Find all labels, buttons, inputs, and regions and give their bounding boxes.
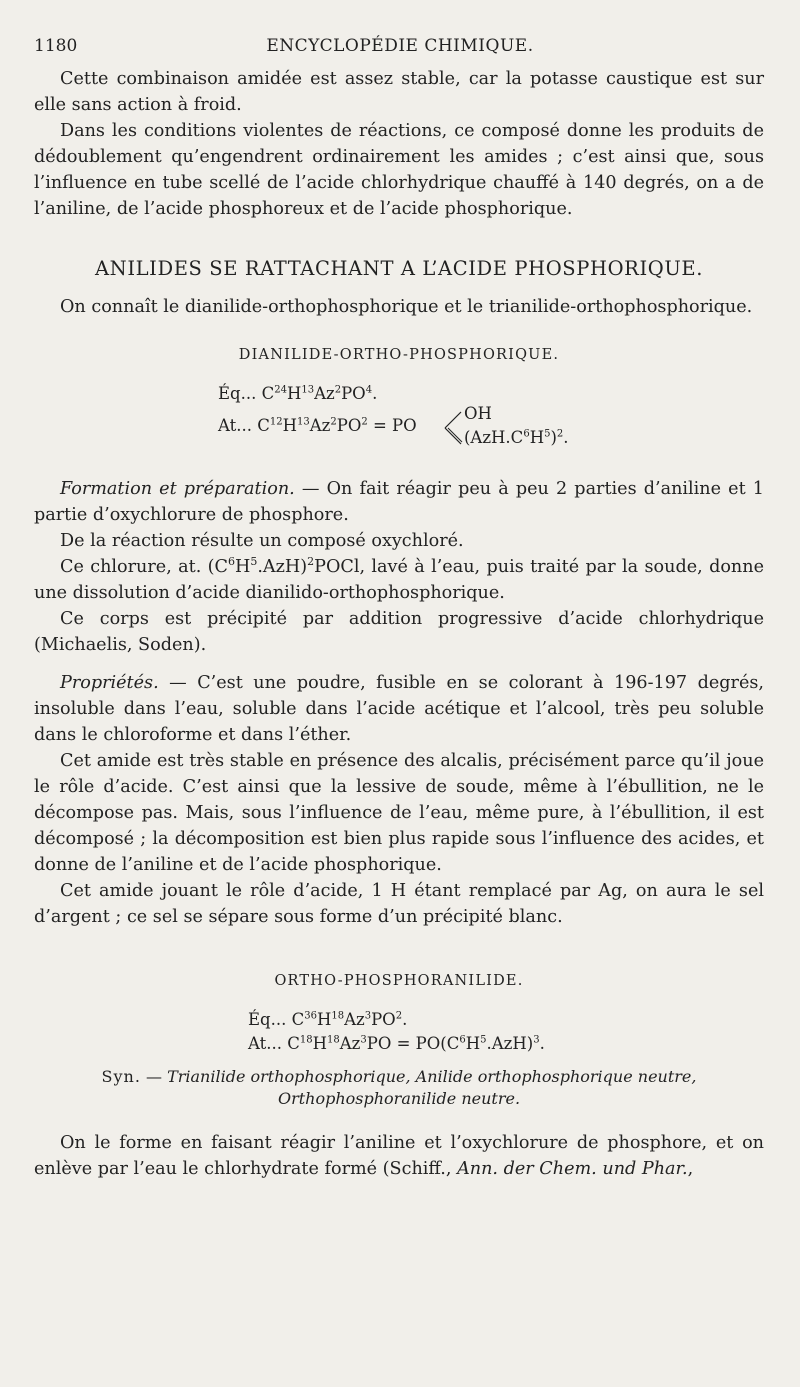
paragraph-precipite: Ce corps est précipité par addition progressive d’acide chlorhydrique (Michaelis, Soden). [34, 609, 764, 655]
dianilide-equivalent-formula: Éq... $C^{24}H^{13}Az^2PO^4$. [218, 384, 378, 403]
paragraph-violent-conditions: Dans les conditions violentes de réactions, ce composé donne les produits de dédoublement qu’engendrent ordinairement les amides ; c’est ainsi que, sous l’influence en tube scellé de l’acide chlorhydrique chauffé à 140 degrés, on a de l’aniline, de l’acide phosphoreux et de l’acide phosphorique. [34, 121, 764, 219]
reference-journal: Ann. der Chem. und Phar. [457, 1159, 688, 1179]
dianilide-atomic-formula: At... $C^{12}H^{13}Az^2PO^2$ = PO OH $(AzH.C^6H^5)^2$. [218, 406, 764, 454]
paragraph-argent: Cet amide jouant le rôle d’acide, 1 H étant remplacé par Ag, on aura le sel d’argent ; ce sel se sépare sous forme d’un précipité blanc. [34, 881, 764, 927]
running-title: ENCYCLOPÉDIE CHIMIQUE. [266, 36, 534, 56]
at-label: At... [218, 416, 258, 435]
section-title: ANILIDES SE RATTACHANT A L’ACIDE PHOSPHORIQUE. [94, 257, 704, 280]
paragraph-stability: Cette combinaison amidée est assez stable, car la potasse caustique est sur elle sans action à froid. [34, 69, 764, 115]
section-intro: On connaît le dianilide-orthophosphorique et le trianilide-orthophosphorique. [60, 297, 753, 317]
paragraph-proprietes: Propriétés. — C’est une poudre, fusible en se colorant à 196-197 degrés, insoluble dans l’eau, soluble dans l’acide acétique et l’alcool, très peu soluble dans le chloroforme et dans l’éther. [34, 673, 764, 745]
page-number: 1180 [34, 36, 78, 56]
syn-label: Syn. [101, 1067, 141, 1086]
paragraph-formation-ortho: On le forme en faisant réagir l’aniline et l’oxychlorure de phosphore, et on enlève par l’eau le chlorhydrate formé (Schiff., Ann. der Chem. und Phar., [34, 1133, 764, 1179]
ortho-atomic-formula: At... $C^{18}H^{18}Az^3PO = PO(C^6H^5.AzH)^3$. [248, 1034, 545, 1053]
synonyms: Syn. — Trianilide orthophosphorique, Anilide orthophosphorique neutre, Orthophosphoranilide neutre. [101, 1067, 697, 1108]
dianilide-title: DIANILIDE-ORTHO-PHOSPHORIQUE. [238, 347, 560, 363]
formation-label: Formation et préparation. [60, 479, 295, 499]
bond-lines [444, 406, 464, 450]
ortho-title: ORTHO-PHOSPHORANILIDE. [274, 973, 524, 989]
page-header [34, 30, 766, 58]
paragraph-reaction: De la réaction résulte un composé oxychloré. [60, 531, 464, 551]
ortho-equivalent-formula: Éq... $C^{36}H^{18}Az^3PO^2$. [248, 1010, 408, 1029]
proprietes-label: Propriétés. [60, 673, 159, 693]
syn-line-1: Trianilide orthophosphorique, Anilide orthophosphorique neutre, [167, 1067, 697, 1086]
paragraph-stable: Cet amide est très stable en présence des alcalis, précisément parce qu’il joue le rôle d’acide. C’est ainsi que la lessive de soude, même à l’ébullition, ne le décompose pas. Mais, sous l’influence de l’eau, même pure, à l’ébullition, il est décomposé ; la décomposition est bien plus rapide sous l’influence des acides, et donne de l’aniline et de l’acide phosphorique. [34, 751, 764, 875]
paragraph-formation: Formation et préparation. — On fait réagir peu à peu 2 parties d’aniline et 1 partie d’oxychlorure de phosphore. [34, 479, 764, 525]
paragraph-chlorure: Ce chlorure, at. $(C^6H^5.AzH)^2POCl$, lavé à l’eau, puis traité par la soude, donne une dissolution d’acide dianilido-orthophosphorique. [34, 555, 764, 603]
page-body [34, 66, 764, 1182]
eq-label: Éq... [218, 384, 262, 403]
syn-line-2: Orthophosphoranilide neutre. [277, 1089, 521, 1108]
